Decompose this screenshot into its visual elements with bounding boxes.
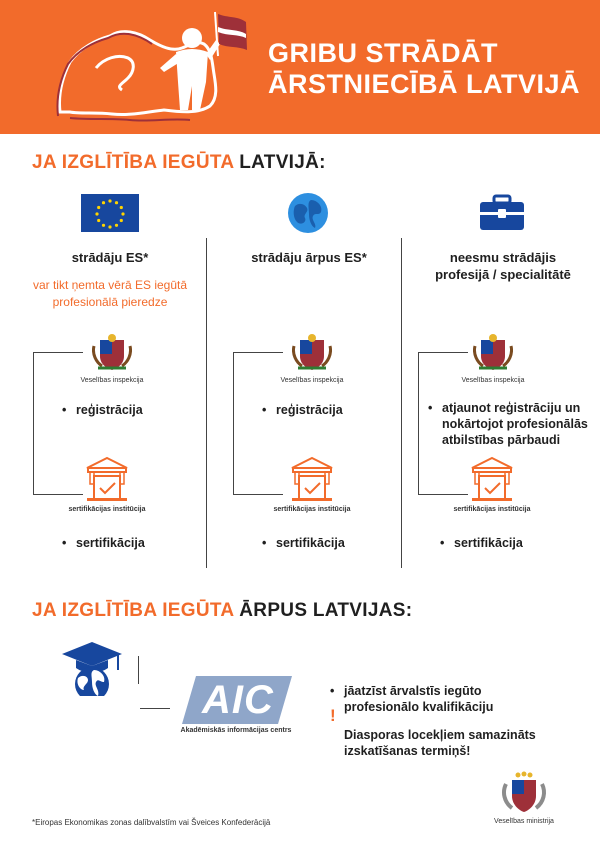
aic-caption: Akadēmiskās informācijas centrs xyxy=(180,727,292,734)
section-abroad-title-rest: ĀRPUS LATVIJAS: xyxy=(239,600,413,621)
coat-of-arms-icon xyxy=(92,330,132,372)
exclamation-icon: ! xyxy=(330,706,336,725)
flow-bracket-line xyxy=(233,352,283,353)
renew-registration-bullet: • atjaunot reģistrāciju un nokārtojot profesionālās atbilstības pārbaudi xyxy=(428,400,598,448)
flow-connector-line xyxy=(140,708,170,709)
diaspora-note xyxy=(344,727,584,759)
column-3-heading xyxy=(408,249,598,283)
registration-bullet: • reģistrācija xyxy=(262,403,343,417)
briefcase-icon xyxy=(478,194,526,232)
section-latvia-title xyxy=(32,152,326,174)
header-banner xyxy=(0,0,600,134)
note-text: Diasporas locekļiem samazināts xyxy=(344,728,536,742)
heading-line: neesmu strādājis xyxy=(449,250,557,265)
column-2-heading: strādāju ārpus ES* xyxy=(251,250,367,265)
certification-label: sertifikācijas institūcija xyxy=(68,506,146,513)
page-title xyxy=(268,38,580,100)
eu-flag-icon xyxy=(81,194,139,232)
flow-bracket-line xyxy=(33,352,34,494)
flow-connector-line xyxy=(138,656,139,684)
ministry-label: Veselības ministrija xyxy=(494,818,554,825)
certification-label: sertifikācijas institūcija xyxy=(453,506,531,513)
bullet-text: nokārtojot profesionālās xyxy=(442,417,588,431)
bullet-text: jāatzīst ārvalstīs iegūto xyxy=(344,684,482,698)
certification-label: sertifikācijas institūcija xyxy=(273,506,351,513)
registration-bullet: • reģistrācija xyxy=(62,403,143,417)
column-1-note xyxy=(10,277,210,311)
institution-building-icon xyxy=(290,456,334,502)
note-line: var tikt ņemta vērā ES iegūtā xyxy=(32,278,188,292)
flow-bracket-line xyxy=(33,494,83,495)
title-line-2: ĀRSTNIECĪBĀ LATVIJĀ xyxy=(268,69,581,99)
note-line: profesionālā pieredze xyxy=(52,295,168,309)
flow-bracket-line xyxy=(418,352,468,353)
flow-bracket-line xyxy=(233,494,283,495)
section-latvia-title-rest: LATVIJĀ: xyxy=(239,152,326,173)
coat-of-arms-icon xyxy=(473,330,513,372)
section-abroad-title xyxy=(32,600,412,622)
bullet-text: profesionālo kvalifikāciju xyxy=(344,700,494,714)
flow-bracket-line xyxy=(418,352,419,494)
bullet-text: sertifikācija xyxy=(276,536,345,550)
aic-logo-text: AIC xyxy=(202,678,274,722)
flow-bracket-line xyxy=(33,352,83,353)
note-text: izskatīšanas termiņš! xyxy=(344,744,471,758)
heading-line: profesijā / specialitātē xyxy=(435,267,571,282)
person-head-icon xyxy=(182,28,202,48)
certification-bullet: • sertifikācija xyxy=(262,536,345,550)
bullet-text: reģistrācija xyxy=(76,403,143,417)
bullet-text: sertifikācija xyxy=(76,536,145,550)
institution-building-icon xyxy=(470,456,514,502)
graduation-globe-icon xyxy=(60,640,124,696)
inspection-label: Veselības inspekcija xyxy=(80,377,144,384)
footnote: *Eiropas Ekonomikas zonas dalībvalstīm vai Šveices Konfederācijā xyxy=(32,818,271,827)
certification-bullet: • sertifikācija xyxy=(62,536,145,550)
certification-bullet: • sertifikācija xyxy=(440,536,523,550)
bullet-text: reģistrācija xyxy=(276,403,343,417)
column-1-heading: strādāju ES* xyxy=(71,250,149,265)
globe-icon xyxy=(287,192,329,234)
inspection-label: Veselības inspekcija xyxy=(280,377,344,384)
flow-bracket-line xyxy=(418,494,468,495)
institution-building-icon xyxy=(85,456,129,502)
section-latvia-title-highlight: JA IZGLĪTĪBA IEGŪTA xyxy=(32,152,234,173)
bullet-text: atjaunot reģistrāciju un xyxy=(442,401,581,415)
ministry-coat-of-arms-icon xyxy=(498,770,550,816)
inspection-label: Veselības inspekcija xyxy=(461,377,525,384)
coat-of-arms-icon xyxy=(292,330,332,372)
flow-bracket-line xyxy=(233,352,234,494)
bullet-text: sertifikācija xyxy=(454,536,523,550)
section-abroad-title-highlight: JA IZGLĪTĪBA IEGŪTA xyxy=(32,600,234,621)
column-divider xyxy=(401,238,402,568)
bullet-text: atbilstības pārbaudi xyxy=(442,433,561,447)
title-line-1: GRIBU STRĀDĀT xyxy=(268,38,498,68)
recognition-bullet: • jāatzīst ārvalstīs iegūto profesionālo kvalifikāciju xyxy=(330,683,590,715)
